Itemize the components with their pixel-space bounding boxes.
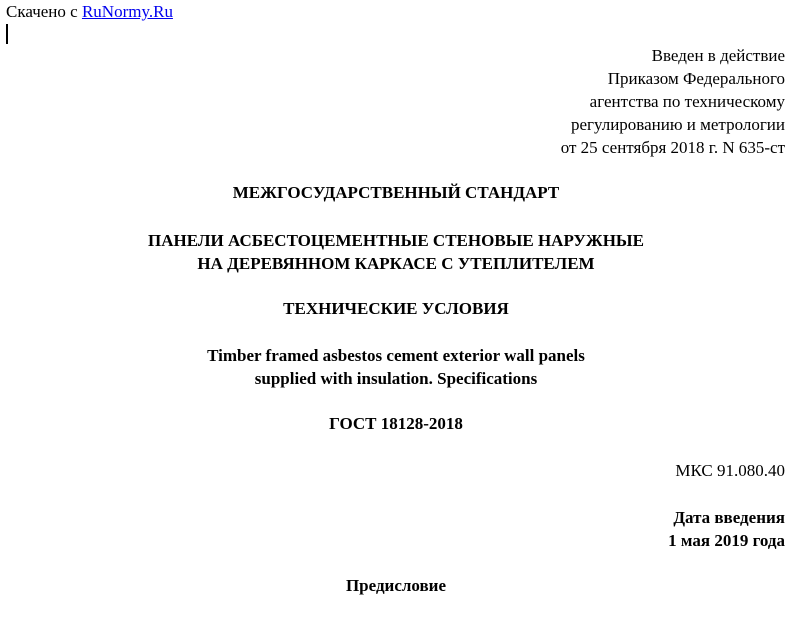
- english-title: [0, 344, 792, 390]
- gost-designation: ГОСТ 18128-2018: [329, 414, 463, 433]
- title-line: ПАНЕЛИ АСБЕСТОЦЕМЕНТНЫЕ СТЕНОВЫЕ НАРУЖНЫЕ: [148, 231, 644, 250]
- title-line: НА ДЕРЕВЯННОМ КАРКАСЕ С УТЕПЛИТЕЛЕМ: [197, 254, 595, 273]
- intro-date-block: [668, 506, 785, 552]
- text-cursor: [6, 24, 8, 44]
- approval-line: регулированию и метрологии: [570, 115, 785, 134]
- english-title-line: Timber framed asbestos cement exterior wall panels: [207, 346, 585, 365]
- document-subtitle: ТЕХНИЧЕСКИЕ УСЛОВИЯ: [283, 299, 509, 318]
- section-heading: Предисловие: [345, 576, 447, 595]
- standard-category: МЕЖГОСУДАРСТВЕННЫЙ СТАНДАРТ: [232, 183, 560, 202]
- approval-line: Введен в действие: [651, 46, 785, 65]
- source-line: [6, 0, 173, 23]
- runormy-link[interactable]: RuNormy.Ru: [81, 2, 173, 21]
- source-prefix: Скачено с: [6, 2, 82, 21]
- intro-date-label: Дата введения: [673, 508, 785, 527]
- document-title: [0, 229, 792, 275]
- english-title-line: supplied with insulation. Specifications: [254, 369, 538, 388]
- approval-line: агентства по техническому: [589, 92, 785, 111]
- intro-date-value: 1 мая 2019 года: [668, 531, 785, 550]
- mks-code: МКС 91.080.40: [675, 461, 785, 480]
- approval-line: Приказом Федерального: [607, 69, 785, 88]
- approval-line: от 25 сентября 2018 г. N 635-ст: [560, 138, 785, 157]
- approval-block: [561, 44, 785, 159]
